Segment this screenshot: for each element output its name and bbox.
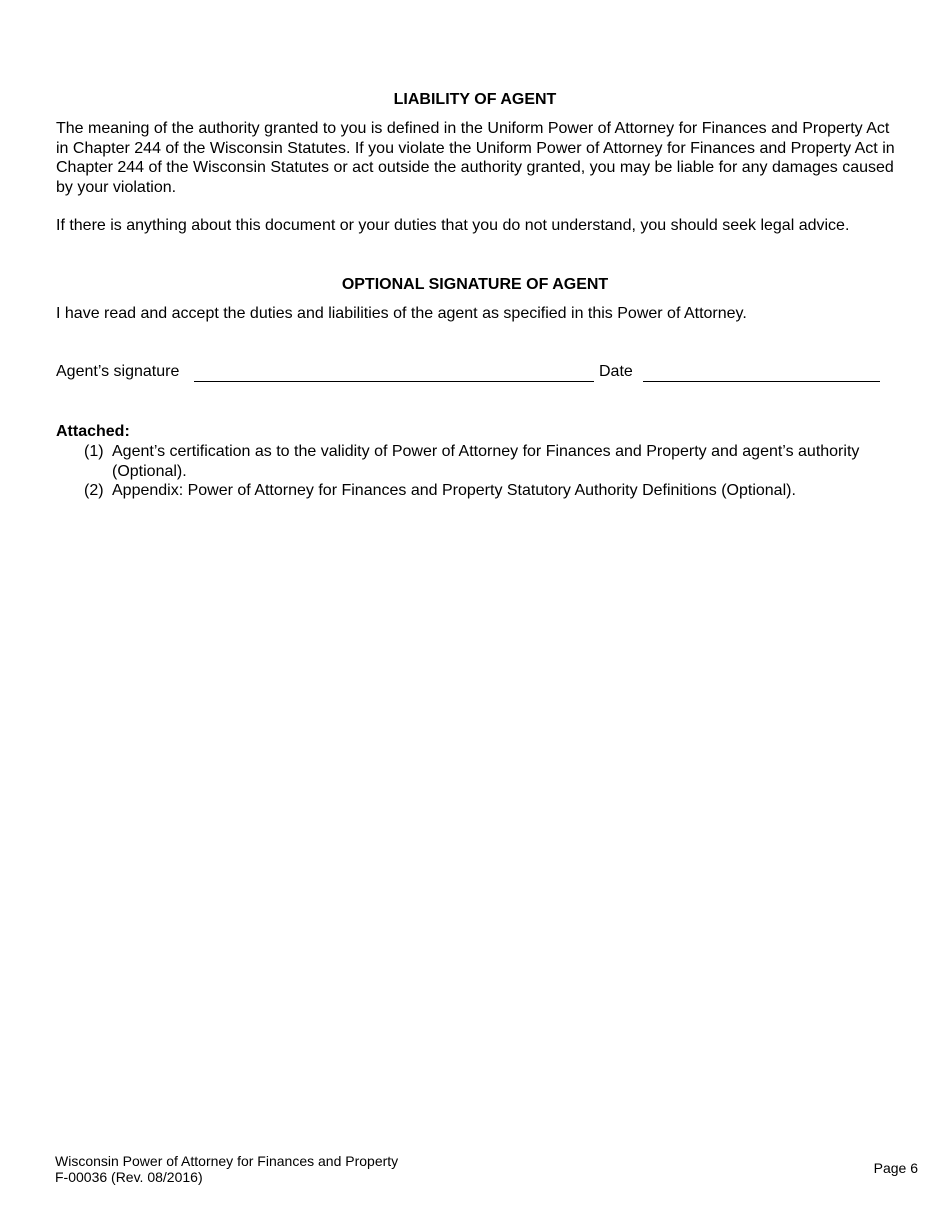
acceptance-statement: I have read and accept the duties and liabilities of the agent as specified in this Power of Attorney. [56,305,747,322]
agent-signature-label: Agent’s signature [56,363,180,380]
date-label: Date [599,363,633,380]
page-number: Page 6 [873,1160,918,1176]
footer-form-title: Wisconsin Power of Attorney for Finances and Property [55,1153,399,1169]
signature-heading: OPTIONAL SIGNATURE OF AGENT [341,276,609,293]
list-item [84,481,884,501]
liability-heading: LIABILITY OF AGENT [393,91,557,108]
signature-row [56,362,886,384]
liability-paragraph: The meaning of the authority granted to you is defined in the Uniform Power of Attorney for Finances and Property Act in Chapter 244 of the Wisconsin Statutes. If you violate the Uniform Power of Attorney for Finances and Property Act in Chapter 244 of the Wisconsin Statutes or act outside the authority granted, you may be liable for any damages caused by your violation. [56,120,895,196]
list-item-text: Appendix: Power of Attorney for Finances and Property Statutory Authority Definitions (Optional). [112,482,796,499]
attached-title: Attached: [56,423,130,440]
list-item-number: (2) [84,482,104,499]
list-item-number: (1) [84,443,104,460]
legal-advice-paragraph: If there is anything about this document or your duties that you do not understand, you should seek legal advice. [56,217,850,234]
list-item [84,442,884,481]
agent-signature-field[interactable] [194,381,594,382]
date-field[interactable] [643,381,880,382]
attached-list [84,442,884,501]
footer-form-info [55,1153,398,1185]
footer-form-number: F-00036 (Rev. 08/2016) [55,1169,203,1185]
list-item-text: Agent’s certification as to the validity of Power of Attorney for Finances and Property and agent’s authority (Optional). [112,443,860,480]
